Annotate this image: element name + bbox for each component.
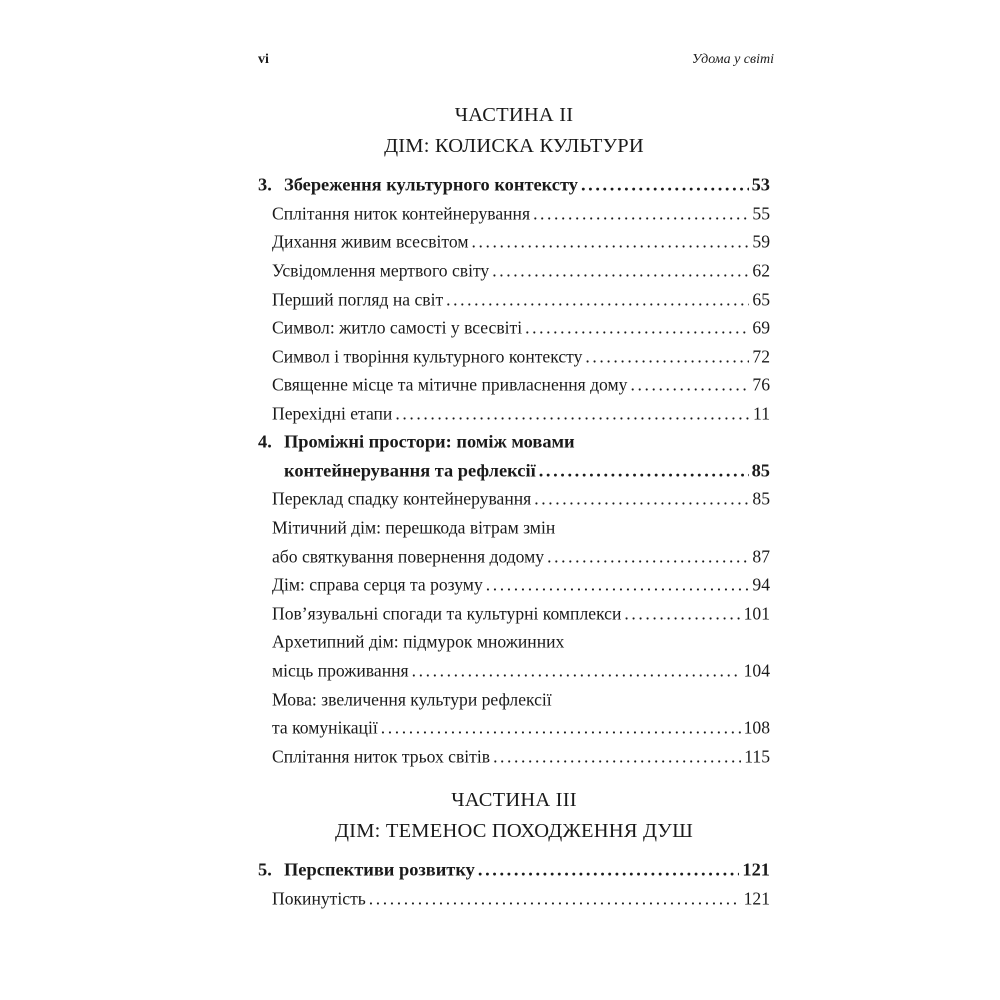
leader-dots	[446, 289, 749, 310]
entry-title: Сплітання ниток контейнерування	[272, 203, 531, 224]
chapter-title: Проміжні простори: поміж мовами	[284, 431, 575, 452]
leader-dots	[492, 261, 749, 282]
toc-entry-line2[interactable]	[258, 542, 770, 571]
page-ref: 115	[744, 746, 770, 767]
entry-title: Усвідомлення мертвого світу	[272, 260, 490, 281]
toc-chapter-3[interactable]	[258, 171, 770, 200]
entry-title: Священне місце та мітичне привласнення дому	[272, 374, 628, 395]
toc-entry[interactable]	[258, 200, 770, 229]
leader-dots	[534, 489, 749, 510]
toc-chapter-4-line2[interactable]	[258, 457, 770, 486]
leader-dots	[525, 318, 749, 339]
part-3-heading	[258, 785, 770, 847]
page-ref: 55	[752, 203, 770, 224]
toc-entry-line2[interactable]	[258, 714, 770, 743]
entry-title: Пов’язувальні спогади та культурні комплекси	[272, 603, 622, 624]
leader-dots	[486, 575, 750, 596]
part-3-title: ДІМ: ТЕМЕНОС ПОХОДЖЕННЯ ДУШ	[335, 820, 693, 842]
entry-title: Мова: звеличення культури рефлексії	[272, 689, 552, 710]
page-ref: 76	[752, 374, 770, 395]
toc-entry[interactable]	[258, 400, 770, 429]
entry-title: Дім: справа серця та розуму	[272, 574, 483, 595]
page-ref: 108	[743, 717, 770, 738]
chapter-number: 4.	[258, 431, 272, 452]
chapter-3-block	[258, 171, 770, 428]
entry-title-continued: місць проживання	[272, 660, 409, 681]
toc-entry[interactable]	[258, 371, 770, 400]
page-ref: 11	[753, 403, 770, 424]
page-ref: 59	[752, 231, 770, 252]
leader-dots	[533, 203, 749, 224]
leader-dots	[369, 888, 741, 909]
part-2-title: ДІМ: КОЛИСКА КУЛЬТУРИ	[384, 135, 644, 157]
toc-entry[interactable]	[258, 314, 770, 343]
page-ref: 85	[751, 460, 770, 481]
page-ref: 85	[752, 488, 770, 509]
page-ref: 104	[743, 660, 770, 681]
entry-title-continued: та комунікації	[272, 717, 378, 738]
toc-entry[interactable]	[258, 343, 770, 372]
running-header-title: Удома у світі	[691, 52, 774, 67]
leader-dots	[471, 232, 749, 253]
toc-entry[interactable]	[258, 285, 770, 314]
toc-entry[interactable]	[258, 571, 770, 600]
part-2-heading	[258, 100, 770, 162]
leader-dots	[539, 460, 749, 481]
page-ref: 94	[752, 574, 770, 595]
part-3-label: ЧАСТИНА III	[451, 789, 577, 811]
toc-entry-line1[interactable]	[258, 628, 770, 657]
leader-dots	[630, 375, 749, 396]
page-ref: 62	[752, 260, 770, 281]
page-ref: 53	[751, 174, 770, 195]
toc-entry[interactable]	[258, 257, 770, 286]
page-ref: 121	[743, 888, 770, 909]
entry-title: Покинутість	[272, 888, 366, 909]
page-number: vi	[258, 52, 269, 67]
chapter-5-block	[258, 856, 770, 913]
leader-dots	[381, 718, 741, 739]
page-ref: 101	[743, 603, 770, 624]
toc-entry-line2[interactable]	[258, 657, 770, 686]
entry-title: Сплітання ниток трьох світів	[272, 746, 491, 767]
toc-chapter-4-line1[interactable]	[258, 428, 770, 457]
toc-entry[interactable]	[258, 885, 770, 914]
chapter-title: Збереження культурного контексту	[284, 174, 578, 195]
page-ref: 65	[752, 289, 770, 310]
entry-title: Мітичний дім: перешкода вітрам змін	[272, 517, 556, 538]
leader-dots	[624, 603, 740, 624]
leader-dots	[395, 404, 750, 425]
page-ref: 72	[752, 346, 770, 367]
entry-title: Переклад спадку контейнерування	[272, 488, 532, 509]
chapter-4-block	[258, 428, 770, 771]
entry-title: Перехідні етапи	[272, 403, 393, 424]
entry-title: Символ і творіння культурного контексту	[272, 346, 583, 367]
entry-title-continued: або святкування повернення додому	[272, 546, 545, 567]
toc-entry[interactable]	[258, 743, 770, 772]
chapter-number: 5.	[258, 859, 272, 880]
leader-dots	[581, 175, 749, 196]
leader-dots	[493, 746, 741, 767]
leader-dots	[412, 661, 741, 682]
entry-title: Символ: житло самості у всесвіті	[272, 317, 523, 338]
entry-title: Перший погляд на світ	[272, 289, 444, 310]
leader-dots	[585, 346, 749, 367]
page-ref: 87	[752, 546, 770, 567]
entry-title: Архетипний дім: підмурок множинних	[272, 631, 565, 652]
chapter-number: 3.	[258, 174, 272, 195]
toc-entry[interactable]	[258, 228, 770, 257]
page-ref: 121	[742, 859, 770, 880]
leader-dots	[547, 546, 749, 567]
chapter-title-continued: контейнерування та рефлексії	[284, 460, 536, 481]
toc-entry[interactable]	[258, 600, 770, 629]
chapter-title: Перспективи розвитку	[284, 859, 475, 880]
toc-entry[interactable]	[258, 485, 770, 514]
toc-chapter-5[interactable]	[258, 856, 770, 885]
page-ref: 69	[752, 317, 770, 338]
toc-entry-line1[interactable]	[258, 514, 770, 543]
part-2-label: ЧАСТИНА II	[454, 104, 574, 126]
toc-entry-line1[interactable]	[258, 685, 770, 714]
leader-dots	[478, 860, 740, 881]
entry-title: Дихання живим всесвітом	[272, 231, 469, 252]
